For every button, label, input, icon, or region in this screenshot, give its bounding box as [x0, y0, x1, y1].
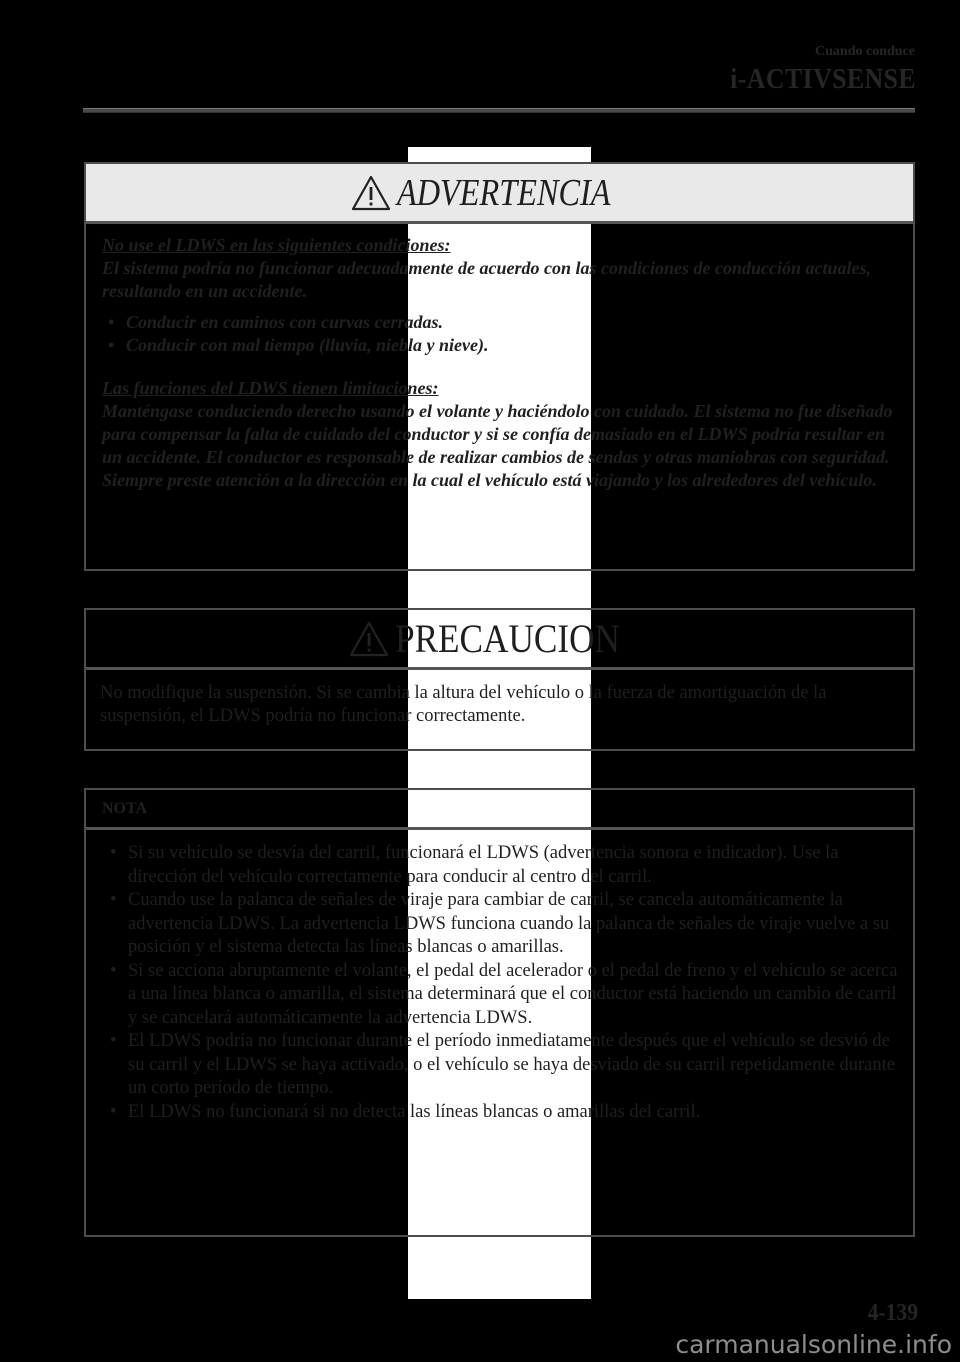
warning-header — [86, 164, 913, 224]
page-number: 4-139 — [867, 1300, 918, 1326]
caution-title: PRECAUCION — [394, 616, 620, 661]
note-box — [84, 788, 915, 1237]
list-item: • Cuando use la palanca de señales de viraje para cambiar de carril, se cancela automáticamente la advertencia LDWS. La advertencia LDWS funciona cuando la palanca de señales de viraje vuelve a su posición y el sistema detecta las líneas blancas o amarillas. — [128, 889, 899, 960]
caution-header — [86, 610, 913, 670]
warning-title: ADVERTENCIA — [396, 171, 611, 214]
warning-bullet-list — [102, 311, 899, 357]
note-body — [86, 830, 913, 1140]
note-title: NOTA — [102, 799, 148, 817]
caution-text: No modifique la suspensión. Si se cambia la altura del vehículo o la fuerza de amortiguación de la suspensión, el LDWS podría no funcionar correctamente. — [100, 683, 827, 726]
list-item: • El LDWS podría no funcionar durante el período inmediatamente después que el vehículo se desvió de su carril y el LDWS se haya activado, o el vehículo se haya desviado de su carril repetidamente durante un corto período de tiempo. — [128, 1030, 899, 1101]
list-item: • El LDWS no funcionará si no detecta las líneas blancas o amarillas del carril. — [128, 1101, 899, 1125]
warning-box — [84, 162, 915, 571]
list-item: • Si se acciona abruptamente el volante, el pedal del acelerador o el pedal de freno y el vehículo se acerca a una línea blanca o amarilla, el sistema determinará que el conductor está haciendo un cambio de carril y se cancelará automáticamente la advertencia LDWS. — [128, 960, 899, 1031]
warning-para1-text: El sistema podría no funcionar adecuadamente de acuerdo con las condiciones de conducción actuales, resultando en un accidente. — [102, 258, 871, 301]
note-header — [86, 790, 913, 830]
warning-triangle-icon — [349, 621, 389, 657]
warning-body — [86, 224, 913, 504]
header-rule — [83, 108, 915, 113]
page-title: i-ACTIVSENSE — [730, 64, 916, 95]
warning-para2-heading: Las funciones del LDWS tienen limitaciones: — [102, 378, 439, 398]
list-item: • Conducir con mal tiempo (lluvia, niebla y nieve). — [126, 334, 899, 357]
list-item: • Conducir en caminos con curvas cerradas. — [126, 311, 899, 334]
note-bullet-list — [100, 842, 899, 1124]
list-item: • Si su vehículo se desvía del carril, funcionará el LDWS (advertencia sonora e indicador). Use la dirección del vehículo correctamente para conducir al centro del carril. — [128, 842, 899, 889]
warning-para1-heading: No use el LDWS en las siguientes condiciones: — [102, 235, 451, 255]
caution-body — [86, 670, 913, 742]
warning-triangle-icon — [351, 175, 391, 211]
warning-para2-text: Manténgase conduciendo derecho usando el volante y haciéndolo con cuidado. El sistema no fue diseñado para compensar la falta de cuidado del conductor y si se confía demasiado en el LDWS podría resultar en un accidente. El conductor es responsable de realizar cambios de sendas y otras maniobras con seguridad. Siempre preste atención a la dirección en la cual el vehículo está viajando y los alrededores del vehículo. — [102, 401, 893, 490]
watermark-link[interactable]: carmanualsonline.info — [675, 1330, 952, 1359]
section-label: Cuando conduce — [815, 44, 915, 59]
caution-box — [84, 608, 915, 751]
